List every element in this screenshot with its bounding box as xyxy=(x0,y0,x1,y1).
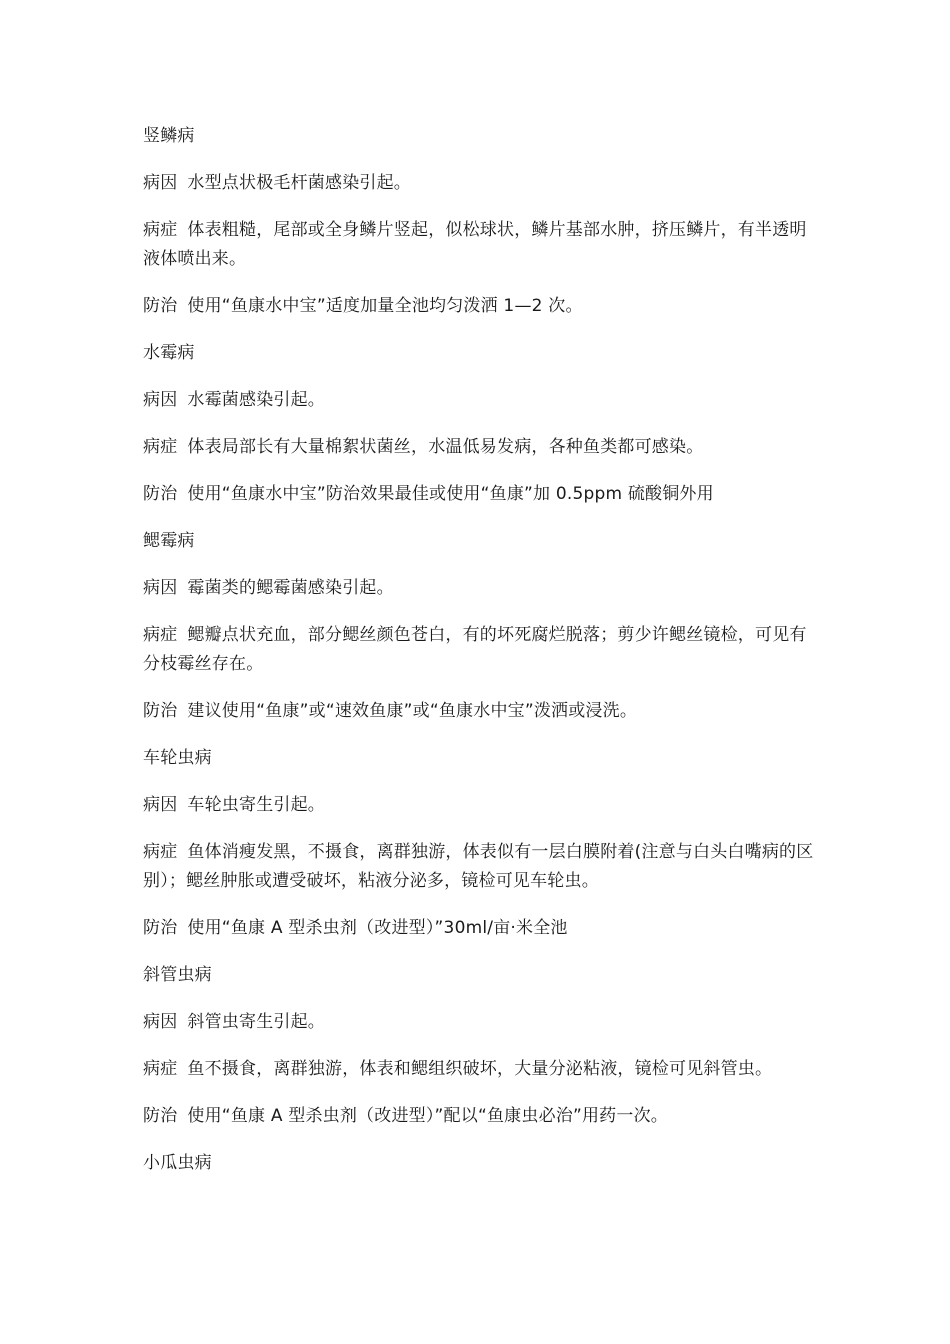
paragraph-label: 病症 xyxy=(143,842,178,862)
document-body xyxy=(143,122,815,1196)
paragraph-label: 病症 xyxy=(143,437,178,457)
paragraph-text: 霉菌类的鳃霉菌感染引起。 xyxy=(187,578,394,598)
paragraph-label: 防治 xyxy=(143,918,178,938)
paragraph-text: 体表粗糙，尾部或全身鳞片竖起，似松球状，鳞片基部水肿，挤压鳞片，有半透明液体喷出来。 xyxy=(143,220,807,269)
paragraph-text: 使用“鱼康 A 型杀虫剂（改进型）”30ml/亩·米全池 xyxy=(187,918,568,938)
paragraph-text: 水型点状极毛杆菌感染引起。 xyxy=(187,173,412,193)
paragraph xyxy=(143,574,815,603)
paragraph-label: 病因 xyxy=(143,1012,178,1032)
paragraph-label: 病因 xyxy=(143,578,178,598)
paragraph-label: 防治 xyxy=(143,484,178,504)
paragraph xyxy=(143,1102,815,1131)
paragraph-label: 病症 xyxy=(143,1059,178,1079)
paragraph-label: 病因 xyxy=(143,390,178,410)
paragraph-label: 防治 xyxy=(143,701,178,721)
paragraph-label: 防治 xyxy=(143,1106,178,1126)
paragraph xyxy=(143,791,815,820)
paragraph-label: 防治 xyxy=(143,296,178,316)
paragraph-text: 使用“鱼康水中宝”防治效果最佳或使用“鱼康”加 0.5ppm 硫酸铜外用 xyxy=(187,484,714,504)
section-heading: 小瓜虫病 xyxy=(143,1153,212,1173)
paragraph-text: 使用“鱼康 A 型杀虫剂（改进型）”配以“鱼康虫必治”用药一次。 xyxy=(187,1106,668,1126)
section-heading: 斜管虫病 xyxy=(143,965,212,985)
paragraph-text: 鱼不摄食，离群独游，体表和鳃组织破坏，大量分泌粘液，镜检可见斜管虫。 xyxy=(187,1059,773,1079)
paragraph xyxy=(143,169,815,198)
paragraph xyxy=(143,433,815,462)
paragraph-text: 水霉菌感染引起。 xyxy=(187,390,326,410)
paragraph xyxy=(143,1055,815,1084)
paragraph xyxy=(143,1008,815,1037)
paragraph xyxy=(143,480,815,509)
section-heading: 水霉病 xyxy=(143,343,195,363)
paragraph-label: 病症 xyxy=(143,625,178,645)
paragraph xyxy=(143,914,815,943)
paragraph-label: 病因 xyxy=(143,173,178,193)
paragraph-label: 病症 xyxy=(143,220,178,240)
paragraph-text: 斜管虫寄生引起。 xyxy=(187,1012,326,1032)
paragraph xyxy=(143,697,815,726)
section-heading: 车轮虫病 xyxy=(143,748,212,768)
paragraph-text: 鳃瓣点状充血，部分鳃丝颜色苍白，有的坏死腐烂脱落；剪少许鳃丝镜检，可见有分枝霉丝存在。 xyxy=(143,625,807,674)
section-heading: 鳃霉病 xyxy=(143,531,195,551)
paragraph xyxy=(143,216,815,274)
paragraph-text: 使用“鱼康水中宝”适度加量全池均匀泼洒 1—2 次。 xyxy=(187,296,583,316)
paragraph xyxy=(143,838,815,896)
paragraph xyxy=(143,386,815,415)
paragraph-label: 病因 xyxy=(143,795,178,815)
paragraph xyxy=(143,621,815,679)
paragraph xyxy=(143,292,815,321)
paragraph-text: 体表局部长有大量棉絮状菌丝，水温低易发病，各种鱼类都可感染。 xyxy=(187,437,704,457)
paragraph-text: 建议使用“鱼康”或“速效鱼康”或“鱼康水中宝”泼洒或浸洗。 xyxy=(187,701,638,721)
paragraph-text: 车轮虫寄生引起。 xyxy=(187,795,326,815)
paragraph-text: 鱼体消瘦发黑，不摄食，离群独游，体表似有一层白膜附着(注意与白头白嘴病的区别）；鳃丝肿胀或遭受破坏，粘液分泌多，镜检可见车轮虫。 xyxy=(143,842,814,891)
section-heading: 竖鳞病 xyxy=(143,126,195,146)
